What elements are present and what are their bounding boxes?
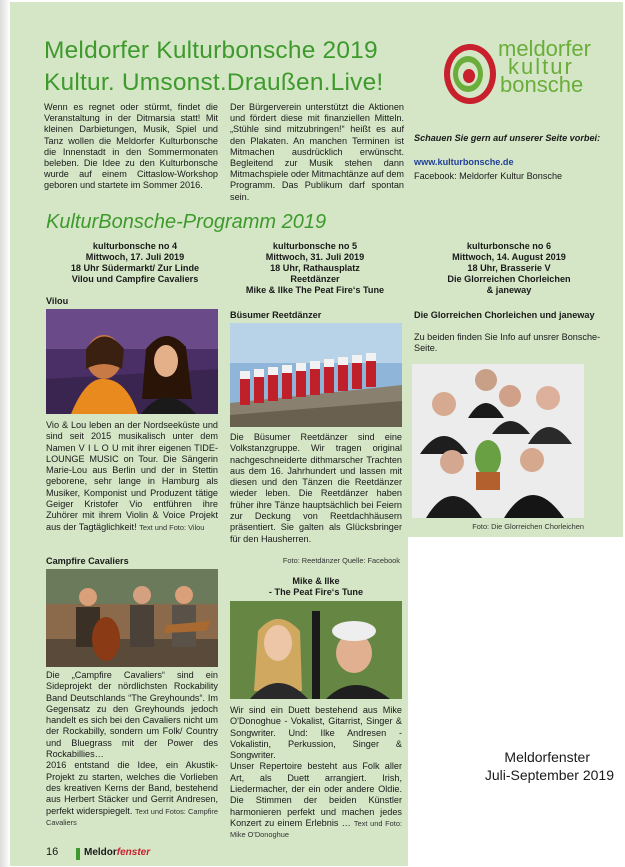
chor-credit: Foto: Die Glorreichen Chorleichen (472, 522, 584, 531)
logo-text-3: bonsche (500, 72, 584, 97)
brand-part-b: fenster (116, 847, 151, 858)
campfire-text (46, 670, 218, 828)
event-date: Mittwoch, 31. Juli 2019 (265, 252, 365, 262)
facebook-text: Facebook: Meldorfer Kultur Bonsche (414, 171, 563, 181)
reet-photo (230, 323, 402, 427)
footer-brand (84, 847, 150, 858)
logo-text-2: kultur (508, 54, 574, 79)
vilou-body: Vio & Lou leben an der Nordseeküste und sind seit 2015 musikalisch unter dem Namen V I L O U mit ihrer eigenen TIDE-LOUNGE MUSIC on Tour. Die Sängerin Marie-Lou aus Berlin und der in Stettin geborene, sehr lange in Hamburg als Musiker, Komponist und Produzent tätige Geiger Kristofer Vio entführen ihre Zuhörer mit ihrem Violin & Voice Projekt aus der Tagtäglichkeit! (46, 420, 218, 532)
campfire-heading: Campfire Cavaliers (46, 556, 129, 566)
event-acts: Vilou und Campfire Cavaliers (71, 274, 199, 284)
campfire-photo (46, 569, 218, 667)
kulturbonsche-logo (440, 36, 605, 116)
intro-text-2: Der Bürgerverein unterstützt die Aktionen und fördert diese mit finanziellen Mitteln. „Stühle sind mitzubringen!“ heißt es auf den Plakaten. An manchen Terminen ist Mitmachen ausdrücklich erwünscht. Begleitend zur Musik stehen dann Mitmachspiele oder Mitmachtänze auf dem Programm. Das Publikum darf spontan sein. (230, 102, 404, 202)
chor-photo (412, 364, 584, 518)
swirl-logo-icon (440, 36, 500, 110)
event-acts: Mike & Ilke The Peat Fire‘s Tune (245, 285, 385, 295)
fenster-title: Meldorfenster (504, 749, 590, 765)
page-title: Meldorfer Kulturbonsche 2019 (44, 37, 378, 64)
program-heading: KulturBonsche-Programm 2019 (46, 211, 327, 233)
brand-part-a: Meldor (84, 847, 117, 858)
reet-credit: Foto: Reetdänzer Quelle: Facebook (282, 556, 400, 565)
event-number: kulturbonsche no 6 (466, 241, 552, 251)
mike-credit: Text und Foto: Mike O'Donoghue (230, 818, 402, 840)
mike-heading (230, 576, 402, 598)
vilou-credit: Text und Foto: Vilou (139, 522, 205, 532)
campfire-body-2: 2016 entstand die Idee, ein Akustik-Projekt zu starten, welches die Vorlieben des kreativen Kerns der Band, bestehend aus Herbert Stäcker und Gerrit Andresen, perfekt widerspiegelt. (46, 760, 218, 816)
reet-text: Die Büsumer Reetdänzer sind eine Volkstanzgruppe. Wir tragen original nachgeschneiderte dithmarscher Trachten aus dem 16. Jahrhundert und lassen mit diesen und den Tänzen die Reetdänzer wieder leben. Die Reetdänzer haben früher ihre Tänze hauptsächlich bei Feiern zur Deckung von Reetdachhäusern präsentiert. Sie galten als Glücksbringer für den Hausherren. (230, 432, 402, 544)
vilou-text (46, 420, 218, 533)
page-number: 16 (46, 846, 59, 858)
event-acts-2: & janeway (486, 285, 532, 295)
event-place-2: Reetdänzer (290, 274, 340, 284)
mike-heading-1: Mike & Ilke (292, 576, 340, 586)
campfire-credit: Text und Fotos: Campfire Cavaliers (46, 806, 218, 827)
event-date: Mittwoch, 14. August 2019 (452, 252, 566, 262)
event-number: kulturbonsche no 5 (272, 241, 358, 251)
event-acts: Die Glorreichen Chorleichen (447, 274, 571, 284)
event-place: 18 Uhr, Brasserie V (467, 263, 551, 273)
page-subtitle: Kultur. Umsonst.Draußen.Live! (44, 69, 384, 96)
event-no4 (44, 241, 226, 285)
event-place: 18 Uhr Südermarkt/ Zur Linde (70, 263, 200, 273)
footer-divider (76, 848, 80, 860)
logo-text-1: meldorfer (498, 36, 591, 61)
reet-heading: Büsumer Reetdänzer (230, 310, 322, 320)
intro-text-1: Wenn es regnet oder stürmt, findet die Veranstaltung in der Ditmarsia statt! Mit kleinen Darbietungen, Musik, Spiel und Tanz wollen die Meldorfer Kulturbonsche die Innenstadt in den Sommermonaten beleben. Die Idee zu den Kulturbonsche wurde auf einem Cittaslow-Workshop geboren und startete im Sommer 2016. (44, 102, 218, 191)
info-box (408, 537, 625, 867)
visit-text: Schauen Sie gern auf unserer Seite vorbei: (414, 133, 601, 143)
campfire-body-1: Die „Campfire Cavaliers“ sind ein Sideprojekt der nördlichsten Rockability Band Deutschlands “The Greyhounds“. Im Gegensatz zu den Greyhounds jedoch handelt es sich bei den Cavaliers nicht um der Rockabilly, sondern um Folk/ Country und Bluegrass mit der Power des Rockabillies… (46, 670, 218, 760)
event-number: kulturbonsche no 4 (92, 241, 178, 251)
mike-body-2-wrap (230, 761, 402, 840)
mike-body-2: Unser Repertoire besteht aus Folk aller Art, als Duett arrangiert. Irish, Liedermacher, der ein oder andere Oldie. Die Stimmen der beiden Künstler harmonieren perfekt und machen jedes Konzert zu einem Erlebnis … (230, 761, 402, 828)
event-date: Mittwoch, 17. Juli 2019 (85, 252, 185, 262)
event-place: 18 Uhr, Rathausplatz (270, 263, 360, 273)
fenster-date: Juli-September 2019 (484, 767, 614, 783)
event-no6 (410, 241, 608, 296)
chor-heading: Die Glorreichen Chorleichen und janeway (414, 310, 595, 320)
mike-heading-2: - The Peat Fire‘s Tune (268, 587, 364, 597)
mike-text (230, 705, 402, 841)
event-no5 (226, 241, 404, 296)
mike-body-1: Wir sind ein Duett bestehend aus Mike O'Donoghue - Vokalist, Gitarrist, Singer & Songwriter. Und: Ilke Andresen - Vokalistin, Perkussion, Singer & Songwriter. (230, 705, 402, 761)
page-fold-shadow (0, 0, 10, 867)
chor-text: Zu beiden finden Sie Info auf unsrer Bonsche-Seite. (414, 332, 601, 353)
vilou-heading: Vilou (46, 296, 69, 306)
website-link[interactable]: www.kulturbonsche.de (414, 157, 514, 167)
mike-photo (230, 601, 402, 699)
campfire-body-2-wrap (46, 760, 218, 828)
vilou-photo (46, 309, 218, 414)
